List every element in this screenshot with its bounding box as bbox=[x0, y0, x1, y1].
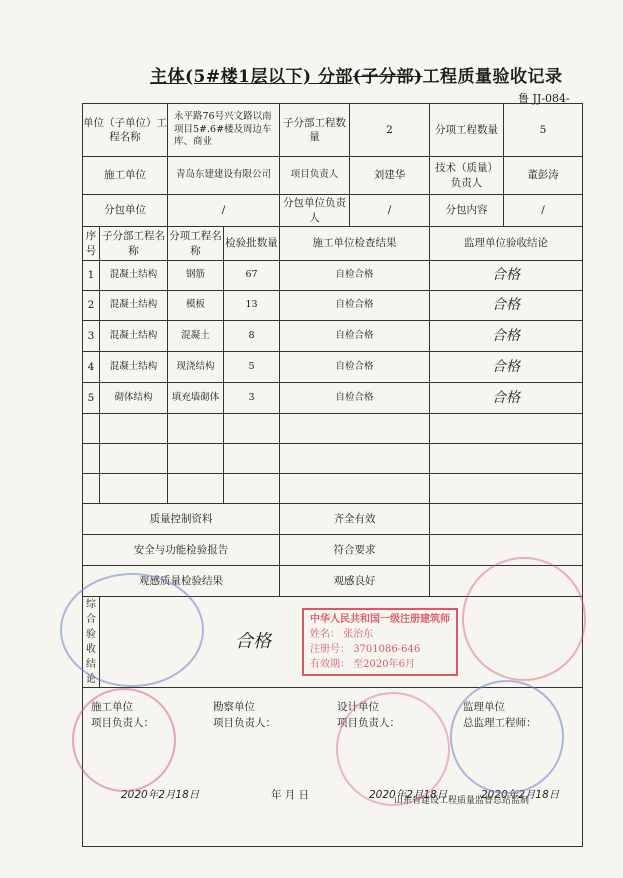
builder-label: 施工单位 bbox=[83, 157, 168, 195]
table-row bbox=[83, 261, 583, 291]
row-count: 3 bbox=[224, 383, 280, 414]
header-no: 序号 bbox=[83, 227, 100, 261]
item-count-value: 5 bbox=[504, 104, 583, 157]
row-result: 自检合格 bbox=[280, 291, 430, 321]
row-conclusion-signature: 合格 bbox=[430, 352, 583, 383]
tech-label: 技术（质量）负责人 bbox=[430, 157, 504, 195]
row-result: 自检合格 bbox=[280, 321, 430, 352]
row-conclusion-signature: 合格 bbox=[430, 291, 583, 321]
title-part-3: 工程质量验收记录 bbox=[422, 67, 563, 87]
info-row-subcontractor bbox=[83, 195, 583, 227]
row-no: 2 bbox=[83, 291, 100, 321]
empty-row bbox=[83, 474, 583, 504]
row-sub: 混凝土结构 bbox=[100, 261, 168, 291]
row-conclusion-signature: 合格 bbox=[430, 261, 583, 291]
stamp-title: 中华人民共和国一级注册建筑师 bbox=[310, 614, 450, 625]
sub-lead-label: 分包单位负责人 bbox=[280, 195, 350, 227]
header-item: 分项工程名称 bbox=[168, 227, 224, 261]
signature-row bbox=[83, 688, 583, 847]
sub-content-label: 分包内容 bbox=[430, 195, 504, 227]
row-item: 钢筋 bbox=[168, 261, 224, 291]
header-count: 检验批数量 bbox=[224, 227, 280, 261]
builder-pm-label: 项目负责人： bbox=[91, 717, 154, 729]
builder-unit-label: 施工单位 bbox=[91, 701, 133, 713]
summary-row bbox=[83, 535, 583, 566]
survey-unit-label: 勘察单位 bbox=[213, 701, 255, 713]
row-sub: 混凝土结构 bbox=[100, 352, 168, 383]
footer-text: 山东省建设工程质量监督总站监制 bbox=[394, 796, 530, 806]
summary-row bbox=[83, 504, 583, 535]
info-row-builder bbox=[83, 157, 583, 195]
row-result: 自检合格 bbox=[280, 352, 430, 383]
summary-label: 质量控制资料 bbox=[83, 504, 280, 535]
stamp-name-line: 姓名： 张治东 bbox=[310, 629, 374, 640]
supervisor-unit-label: 监理单位 bbox=[463, 701, 505, 713]
survey-pm-label: 项目负责人： bbox=[213, 717, 276, 729]
row-no: 5 bbox=[83, 383, 100, 414]
row-result: 自检合格 bbox=[280, 383, 430, 414]
table-row bbox=[83, 352, 583, 383]
signature-block bbox=[83, 688, 582, 846]
row-result: 自检合格 bbox=[280, 261, 430, 291]
row-sub: 混凝土结构 bbox=[100, 291, 168, 321]
subcontractor-value: / bbox=[168, 195, 280, 227]
row-item: 现浇结构 bbox=[168, 352, 224, 383]
row-no: 3 bbox=[83, 321, 100, 352]
row-sub: 混凝土结构 bbox=[100, 321, 168, 352]
row-count: 8 bbox=[224, 321, 280, 352]
design-date: 2020年2月18日 bbox=[369, 789, 448, 801]
supervisor-date: 2020年2月18日 bbox=[481, 789, 560, 801]
summary-value: 观感良好 bbox=[280, 566, 430, 597]
row-conclusion-signature: 合格 bbox=[430, 383, 583, 414]
unit-label: 单位（子单位）工程名称 bbox=[83, 104, 168, 157]
summary-row bbox=[83, 566, 583, 597]
summary-value: 齐全有效 bbox=[280, 504, 430, 535]
row-count: 67 bbox=[224, 261, 280, 291]
pm-label: 项目负责人 bbox=[280, 157, 350, 195]
stamp-valid-line: 有效期： 至2020年6月 bbox=[310, 659, 415, 670]
sub-count-value: 2 bbox=[350, 104, 430, 157]
item-count-label: 分项工程数量 bbox=[430, 104, 504, 157]
subcontractor-label: 分包单位 bbox=[83, 195, 168, 227]
header-sub: 子分部工程名称 bbox=[100, 227, 168, 261]
design-pm-label: 项目负责人： bbox=[337, 717, 400, 729]
row-sub: 砌体结构 bbox=[100, 383, 168, 414]
row-item: 模板 bbox=[168, 291, 224, 321]
survey-date: 年 月 日 bbox=[271, 789, 310, 801]
row-item: 填充墙砌体 bbox=[168, 383, 224, 414]
tech-value: 董彭涛 bbox=[504, 157, 583, 195]
acceptance-table bbox=[82, 103, 583, 847]
summary-label: 安全与功能检验报告 bbox=[83, 535, 280, 566]
unit-value: 永平路76号兴文路以南项目5#.6#楼及周边车库、商业 bbox=[168, 104, 280, 157]
conclusion-value bbox=[100, 597, 583, 688]
conclusion-row bbox=[83, 597, 583, 688]
row-count: 13 bbox=[224, 291, 280, 321]
header-result: 施工单位检查结果 bbox=[280, 227, 430, 261]
design-unit-label: 设计单位 bbox=[337, 701, 379, 713]
info-row-unit bbox=[83, 104, 583, 157]
sub-content-value: / bbox=[504, 195, 583, 227]
empty-row bbox=[83, 444, 583, 474]
row-no: 4 bbox=[83, 352, 100, 383]
row-no: 1 bbox=[83, 261, 100, 291]
row-conclusion-signature: 合格 bbox=[430, 321, 583, 352]
header-conclusion: 监理单位验收结论 bbox=[430, 227, 583, 261]
supervisor-engineer-label: 总监理工程师： bbox=[463, 717, 537, 729]
builder-value: 青岛东建建设有限公司 bbox=[168, 157, 280, 195]
title-strike: (子分部) bbox=[352, 67, 423, 87]
sub-count-label: 子分部工程数量 bbox=[280, 104, 350, 157]
title-part-2: 分部 bbox=[317, 67, 353, 87]
table-row bbox=[83, 321, 583, 352]
row-count: 5 bbox=[224, 352, 280, 383]
form-code: 鲁 JJ-084- bbox=[518, 92, 570, 105]
table-row bbox=[83, 291, 583, 321]
builder-date: 2020年2月18日 bbox=[121, 789, 200, 801]
summary-value: 符合要求 bbox=[280, 535, 430, 566]
table-row bbox=[83, 383, 583, 414]
pm-value: 刘建华 bbox=[350, 157, 430, 195]
summary-label: 观感质量检验结果 bbox=[83, 566, 280, 597]
stamp-number-line: 注册号： 3701086-646 bbox=[310, 644, 421, 655]
sub-lead-value: / bbox=[350, 195, 430, 227]
empty-row bbox=[83, 414, 583, 444]
row-item: 混凝土 bbox=[168, 321, 224, 352]
conclusion-label: 综合验收结论 bbox=[83, 597, 100, 688]
table-header-row bbox=[83, 227, 583, 261]
document-title bbox=[150, 62, 563, 87]
conclusion-signature: 合格 bbox=[235, 630, 271, 652]
title-part-1: 主体(5#楼1层以下) bbox=[150, 67, 318, 87]
